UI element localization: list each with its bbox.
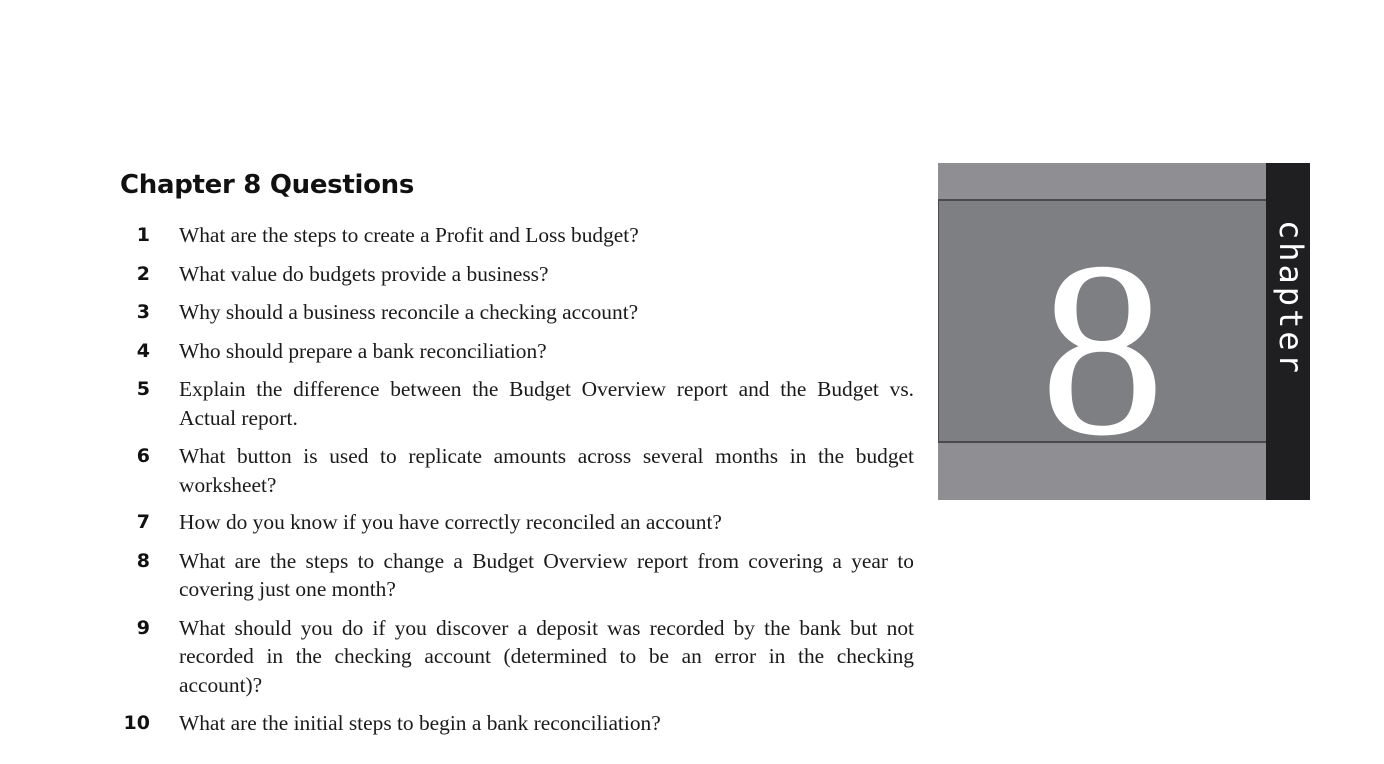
question-item [120, 508, 914, 537]
question-list [120, 221, 914, 748]
question-text: Who should prepare a bank reconciliation? [179, 338, 547, 363]
question-number: 1 [136, 224, 150, 246]
question-item [120, 298, 914, 327]
chapter-number: 8 [1040, 211, 1165, 488]
question-number: 7 [136, 511, 150, 533]
question-number: 10 [123, 712, 150, 734]
chapter-badge-panel [938, 199, 1266, 488]
question-number: 6 [136, 445, 150, 467]
question-number: 8 [136, 549, 150, 572]
question-item [120, 260, 914, 289]
question-text: What are the initial steps to begin a bank reconciliation? [179, 711, 661, 735]
question-item [120, 221, 914, 250]
question-number: 9 [136, 616, 150, 639]
question-number: 3 [136, 301, 150, 323]
question-item [120, 442, 914, 499]
question-text: What button is used to replicate amounts across several months in the budget worksheet? [179, 444, 914, 497]
question-item [120, 375, 914, 432]
question-text: Why should a business reconcile a checking account? [179, 300, 639, 324]
question-text: How do you know if you have correctly reconciled an account? [179, 510, 722, 534]
question-number: 4 [136, 339, 150, 362]
chapter-badge [938, 163, 1310, 500]
question-number: 5 [136, 378, 150, 400]
question-item [120, 337, 914, 366]
chapter-label-strip [1266, 163, 1310, 500]
question-text: What are the steps to create a Profit and Loss budget? [179, 223, 639, 247]
question-item [120, 547, 914, 604]
page-title: Chapter 8 Questions [120, 170, 415, 200]
question-text: What are the steps to change a Budget Overview report from covering a year to covering just one month? [179, 548, 914, 601]
question-text: What value do budgets provide a business? [179, 261, 549, 286]
question-text: What should you do if you discover a deposit was recorded by the bank but not recorded in the checking account (determined to be an error in the checking account)? [179, 615, 914, 697]
question-number: 2 [136, 262, 150, 285]
question-item [120, 614, 914, 700]
question-item [120, 709, 914, 738]
question-text: Explain the difference between the Budget Overview report and the Budget vs. Actual report. [179, 377, 914, 430]
chapter-label: chapter [1272, 220, 1310, 376]
